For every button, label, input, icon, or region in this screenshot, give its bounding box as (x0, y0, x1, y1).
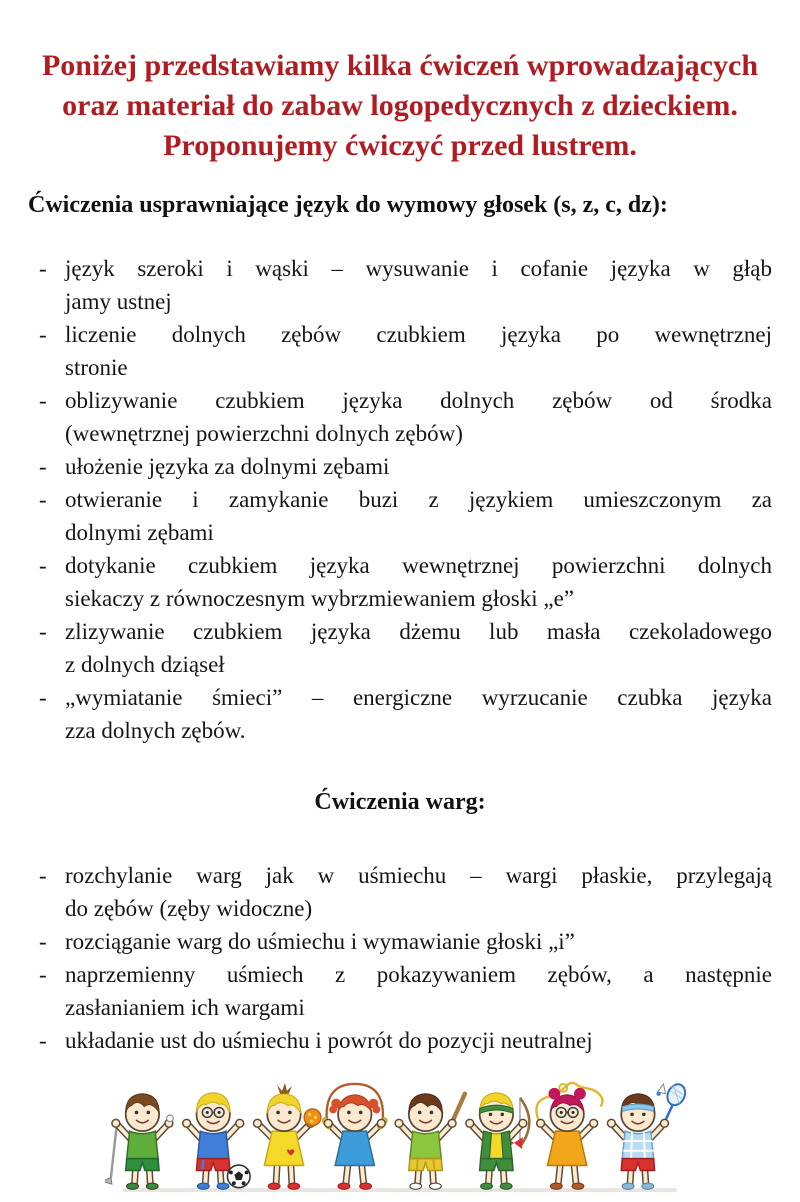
item-dash: - (39, 962, 47, 987)
exercise-item (28, 549, 772, 615)
child-boy-bat (395, 1094, 465, 1190)
child-boy-soccer (183, 1093, 250, 1190)
item-line: (wewnętrznej powierzchni dolnych zębów) (65, 421, 463, 446)
item-line: rozciąganie warg do uśmiechu i wymawianie głoski „i” (65, 929, 575, 954)
exercise-item (28, 925, 772, 958)
child-girl-jump-rope (321, 1084, 388, 1189)
exercise-item (28, 859, 772, 925)
item-line: „wymiatanie śmieci” – energiczne wyrzucanie czubka języka (65, 685, 772, 710)
exercise-item (28, 483, 772, 549)
children-playing-svg (105, 1080, 695, 1197)
intro-heading-line-2: oraz materiał do zabaw logopedycznych z dzieckiem. (62, 89, 738, 122)
soccer-ball-icon (227, 1165, 250, 1188)
topknot-icon (277, 1083, 292, 1094)
item-dash: - (39, 553, 47, 578)
item-line: siekaczy z równoczesnym wybrzmiewaniem głoski „e” (65, 586, 574, 611)
exercise-item (28, 1024, 772, 1057)
item-line: dolnymi zębami (65, 520, 214, 545)
lip-exercises-heading: Ćwiczenia warg: (314, 789, 486, 815)
item-dash: - (39, 388, 47, 413)
item-line: otwieranie i zamykanie buzi z językiem umieszczonym za (65, 487, 772, 512)
item-line: oblizywanie czubkiem języka dolnych zębów od środka (65, 388, 772, 413)
item-line: zlizywanie czubkiem języka dżemu lub masła czekoladowego (65, 619, 772, 644)
exercise-item (28, 450, 772, 483)
item-line: jamy ustnej (65, 289, 172, 314)
item-dash: - (39, 322, 47, 347)
toy-ball-icon (304, 1109, 321, 1126)
item-dash: - (39, 929, 47, 954)
children-playing-illustration (28, 1080, 772, 1202)
tongue-exercises-list (28, 252, 772, 747)
item-line: zza dolnych zębów. (65, 718, 246, 743)
item-line: stronie (65, 355, 128, 380)
exercise-item (28, 318, 772, 384)
item-line: naprzemienny uśmiech z pokazywaniem zębów, a następnie (65, 962, 772, 987)
item-line: liczenie dolnych zębów czubkiem języka po wewnętrznej (65, 322, 772, 347)
exercise-item (28, 958, 772, 1024)
lip-exercises-list (28, 859, 772, 1057)
intro-heading-line-3: Proponujemy ćwiczyć przed lustrem. (163, 129, 637, 162)
exercise-item (28, 252, 772, 318)
tongue-exercises-heading: Ćwiczenia usprawniające język do wymowy głosek (s, z, c, dz): (28, 192, 668, 218)
bat-icon (452, 1094, 465, 1123)
item-line: z dolnych dziąseł (65, 652, 225, 677)
item-dash: - (39, 863, 47, 888)
intro-heading (28, 46, 772, 166)
item-dash: - (39, 685, 47, 710)
exercise-item (28, 681, 772, 747)
item-dash: - (39, 454, 47, 479)
child-girl-ball (254, 1083, 321, 1189)
item-line: ułożenie języka za dolnymi zębami (65, 454, 390, 479)
item-dash: - (39, 487, 47, 512)
exercise-item (28, 384, 772, 450)
item-line: język szeroki i wąski – wysuwanie i cofanie języka w głąb (65, 256, 772, 281)
golf-club-icon (111, 1124, 117, 1177)
badminton-racket-icon (656, 1081, 688, 1122)
item-dash: - (39, 256, 47, 281)
item-line: układanie ust do uśmiechu i powrót do pozycji neutralnej (65, 1028, 593, 1053)
child-boy-badminton (607, 1081, 688, 1189)
item-dash: - (39, 1028, 47, 1053)
exercise-item (28, 615, 772, 681)
item-line: rozchylanie warg jak w uśmiechu – wargi płaskie, przylegają (65, 863, 772, 888)
child-boy-golf (105, 1094, 173, 1190)
item-dash: - (39, 619, 47, 644)
intro-heading-line-1: Poniżej przedstawiamy kilka ćwiczeń wprowadzających (41, 49, 758, 82)
item-line: zasłanianiem ich wargami (65, 995, 305, 1020)
child-girl-ribbon (536, 1083, 602, 1189)
item-line: dotykanie czubkiem języka wewnętrznej powierzchni dolnych (65, 553, 772, 578)
item-line: do zębów (zęby widoczne) (65, 896, 313, 921)
golf-ball-icon (167, 1115, 174, 1122)
child-boy-bow (466, 1093, 529, 1190)
